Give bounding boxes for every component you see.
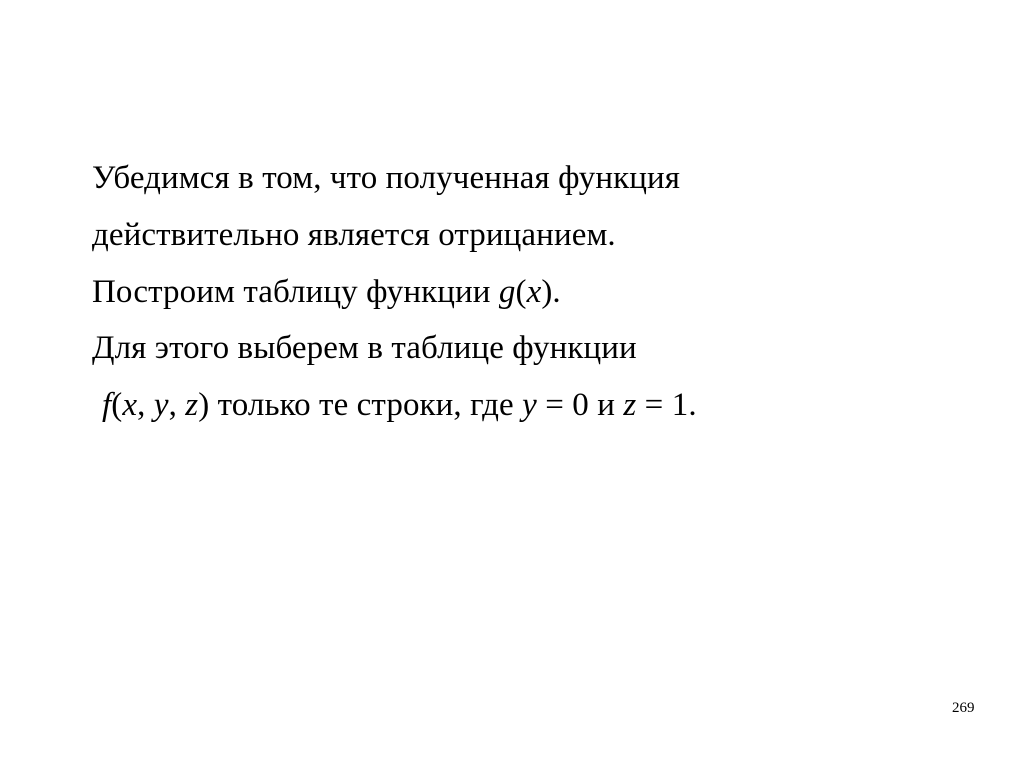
text-run: x — [122, 387, 138, 423]
text-run: , — [137, 387, 154, 423]
text-run: g — [498, 273, 516, 310]
text-run: Для этого выберем в таблице функции — [92, 330, 637, 367]
text-line-1 — [92, 150, 952, 207]
text-run: ( — [515, 273, 527, 310]
text-line-2 — [92, 207, 952, 264]
text-run: ) только те строки, где — [198, 387, 523, 423]
text-run: действительно является отрицанием. — [92, 216, 616, 253]
text-run: Убедимся в том, что полученная функция — [92, 160, 681, 196]
page-number: 269 — [952, 700, 975, 716]
text-run: Построим таблицу функции — [92, 273, 499, 310]
slide-text-body — [92, 150, 952, 434]
text-run: ). — [541, 273, 561, 310]
text-line-4 — [92, 320, 952, 377]
text-run: , — [168, 387, 186, 423]
text-run: y — [153, 387, 169, 423]
text-run: z — [185, 387, 199, 423]
text-run: ( — [111, 387, 123, 423]
text-run: x — [526, 273, 542, 310]
text-run: f — [102, 387, 112, 423]
text-line-3 — [92, 264, 952, 321]
text-run: = 1. — [636, 387, 697, 423]
text-run: z — [623, 387, 637, 423]
text-run: = 0 и — [536, 387, 624, 423]
text-line-5 — [92, 377, 952, 434]
text-run: y — [522, 387, 537, 423]
